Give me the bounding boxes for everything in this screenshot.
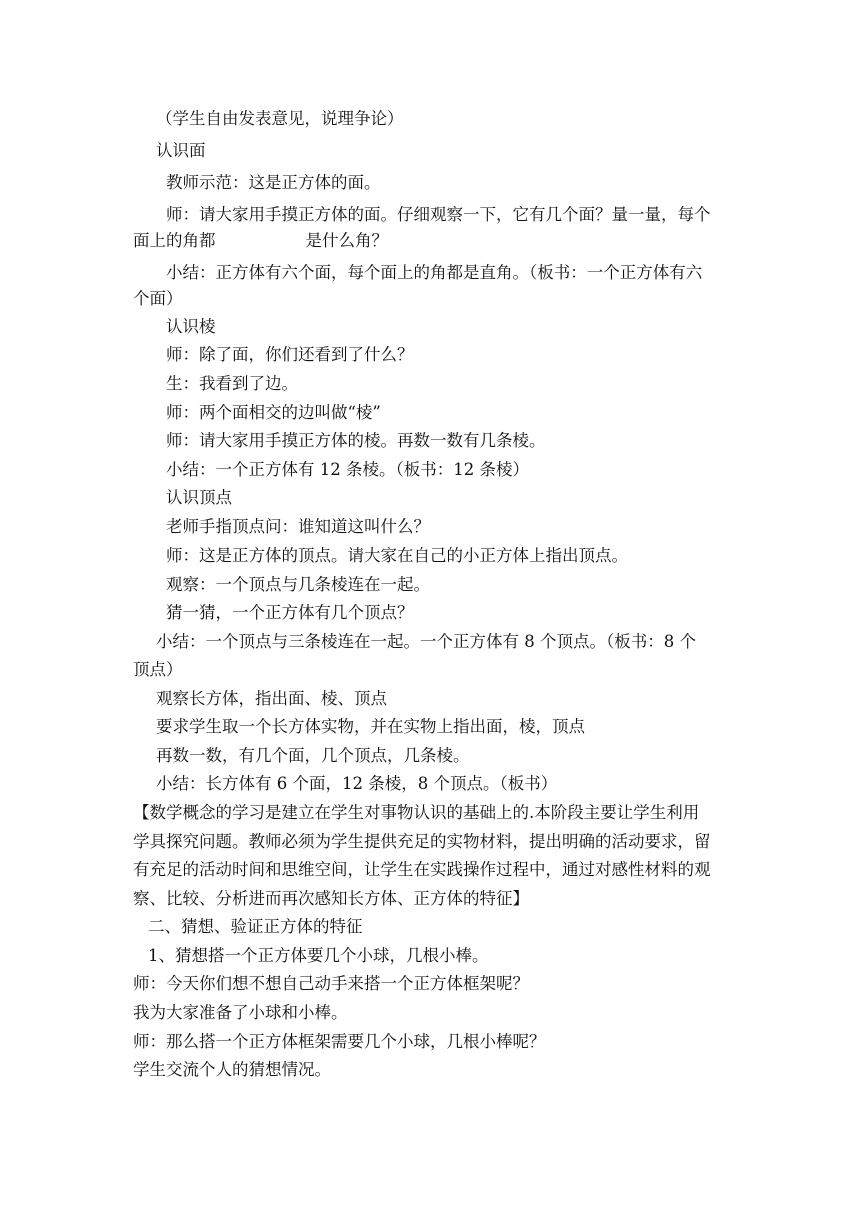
section-heading: 认识棱: [166, 317, 216, 336]
section-heading: 观察长方体，指出面、棱、顶点: [156, 689, 387, 708]
text-line: 要求学生取一个长方体实物，并在实物上指出面，棱，顶点: [156, 717, 585, 736]
text-line: 猜一猜，一个正方体有几个顶点？: [166, 603, 414, 622]
text-line: 小结：一个正方体有 12 条棱。（板书：12 条棱）: [166, 460, 529, 479]
text-fragment: 面上的角都: [133, 231, 216, 250]
text-line: 小结：正方体有六个面，每个面上的角都是直角。（板书：一个正方体有六: [166, 263, 703, 282]
text-line: 师：请大家用手摸正方体的面。仔细观察一下，它有几个面？量一量，每个: [166, 205, 711, 224]
commentary-line: 有充足的活动时间和思维空间，让学生在实践操作过程中，通过对感性材料的观: [133, 860, 711, 879]
text-line: 个面）: [133, 289, 183, 308]
text-line: 顶点）: [133, 660, 183, 679]
text-line: 再数一数，有几个面，几个顶点，几条棱。: [156, 746, 470, 765]
text-line: 1、猜想搭一个正方体要几个小球，几根小棒。: [148, 946, 489, 965]
commentary-line: 【数学概念的学习是建立在学生对事物认识的基础上的.本阶段主要让学生利用: [133, 803, 700, 822]
text-line: 师：这是正方体的顶点。请大家在自己的小正方体上指出顶点。: [166, 546, 628, 565]
section-heading: 二、猜想、验证正方体的特征: [148, 917, 363, 936]
text-line: 师：今天你们想不想自己动手来搭一个正方体框架呢？: [133, 974, 529, 993]
text-line: 小结：一个顶点与三条棱连在一起。一个正方体有 8 个顶点。（板书：8 个: [156, 632, 696, 651]
commentary-line: 察、比较、分析进而再次感知长方体、正方体的特征】: [133, 889, 529, 908]
text-line: （学生自由发表意见，说理争论）: [156, 109, 404, 128]
section-heading: 认识顶点: [166, 488, 232, 507]
text-line: 师：那么搭一个正方体框架需要几个小球，几根小棒呢？: [133, 1032, 546, 1051]
commentary-line: 学具探究问题。教师必须为学生提供充足的实物材料，提出明确的活动要求，留: [133, 832, 711, 851]
text-line: 教师示范：这是正方体的面。: [166, 173, 381, 192]
text-line: 观察：一个顶点与几条棱连在一起。: [166, 575, 430, 594]
text-line: 师：两个面相交的边叫做“棱”: [166, 403, 381, 422]
text-fragment: 是什么角？: [305, 231, 388, 250]
text-line: 小结：长方体有 6 个面，12 条棱，8 个顶点。（板书）: [156, 774, 558, 793]
text-line: 师：请大家用手摸正方体的棱。再数一数有几条棱。: [166, 431, 546, 450]
text-line: 我为大家准备了小球和小棒。: [133, 1003, 348, 1022]
text-line: [133, 230, 388, 252]
text-line: 师：除了面，你们还看到了什么？: [166, 345, 414, 364]
text-line: 生：我看到了边。: [166, 374, 298, 393]
text-line: 老师手指顶点问：谁知道这叫什么？: [166, 517, 430, 536]
text-line: 学生交流个人的猜想情况。: [133, 1060, 331, 1079]
section-heading: 认识面: [156, 141, 206, 160]
